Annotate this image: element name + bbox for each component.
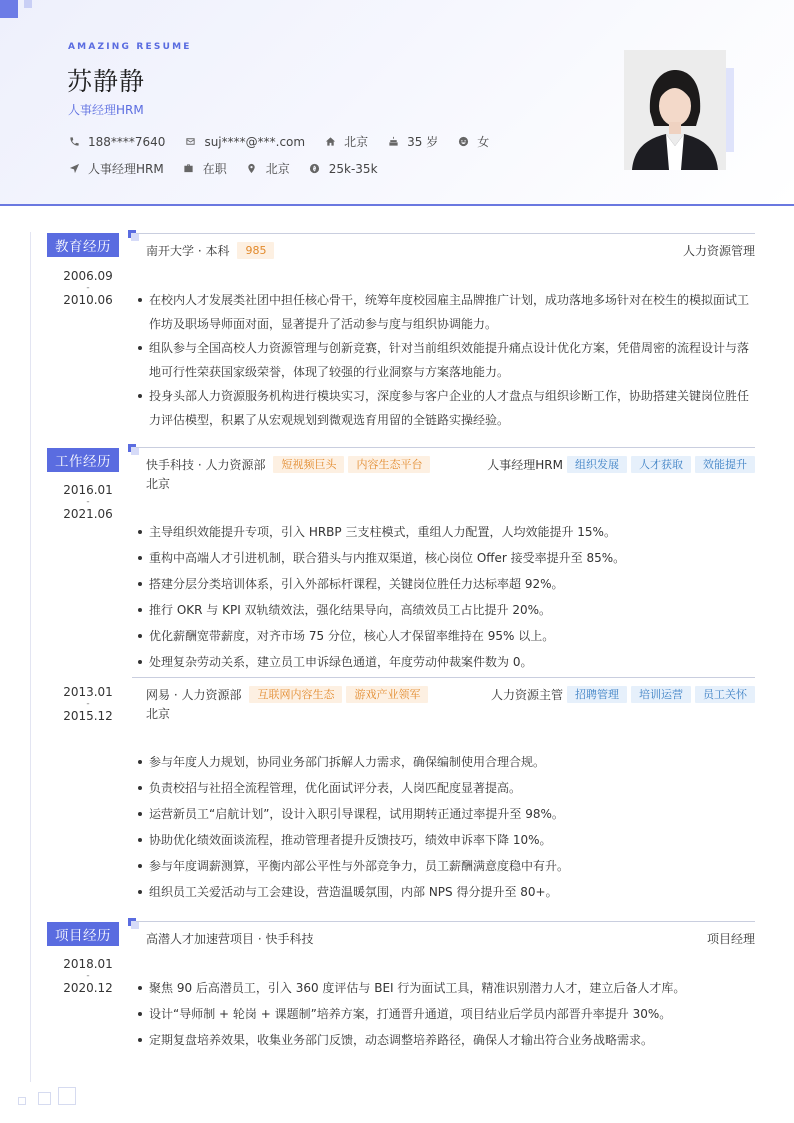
phone-icon xyxy=(68,136,80,148)
list-item: 参与年度调薪测算，平衡内部公平性与外部竞争力，员工薪酬满意度稳中有升。 xyxy=(138,853,755,879)
footer-decoration xyxy=(38,1092,51,1105)
list-item: 处理复杂劳动关系，建立员工申诉绿色通道，年度劳动仲裁案件数为 0。 xyxy=(138,649,755,675)
section-title-work: 工作经历 xyxy=(47,448,119,472)
resume-tagline: AMAZING RESUME xyxy=(68,42,192,52)
section-divider xyxy=(136,447,755,448)
position-tag: 组织发展 xyxy=(567,456,627,473)
list-item: 聚焦 90 后高潜员工，引入 360 度评估与 BEI 行为面试工具，精准识别潜力人才，建立后备人才库。 xyxy=(138,975,755,1001)
intent-city-text: 北京 xyxy=(265,162,290,176)
profile-photo xyxy=(624,50,726,170)
section-marker-shadow xyxy=(131,233,139,241)
coin-icon xyxy=(309,163,321,175)
job-dates xyxy=(60,686,116,722)
email-item xyxy=(184,135,305,149)
list-item: 主导组织效能提升专项，引入 HRBP 三支柱模式，重组人力配置，人均效能提升 15%。 xyxy=(138,519,755,545)
job-bullet-list xyxy=(138,519,755,675)
gender-text: 女 xyxy=(477,135,490,149)
list-item: 运营新员工“启航计划”，设计入职引导课程，试用期转正通过率提升至 98%。 xyxy=(138,801,755,827)
job-intent-row xyxy=(68,160,397,177)
list-item: 推行 OKR 与 KPI 双轨绩效法，强化结果导向，高绩效员工占比提升 20%。 xyxy=(138,597,755,623)
intent-position-text: 人事经理HRM xyxy=(88,162,164,176)
mail-icon xyxy=(184,136,196,148)
entry-divider xyxy=(132,677,755,678)
job-start-date: 2013.01 xyxy=(63,685,113,699)
company-tag: 短视频巨头 xyxy=(273,456,344,473)
salary-text: 25k-35k xyxy=(328,161,378,176)
status-item xyxy=(183,160,227,177)
section-divider xyxy=(136,233,755,234)
corner-decoration xyxy=(0,0,18,18)
company-name: 网易 · 人力资源部 xyxy=(146,688,242,702)
phone-text: 188****7640 xyxy=(88,134,166,149)
intent-position-item xyxy=(68,160,164,177)
education-header xyxy=(146,242,755,259)
briefcase-icon xyxy=(183,163,195,175)
list-item: 定期复盘培养效果，收集业务部门反馈，动态调整培养路径，确保人才输出符合业务战略需求。 xyxy=(138,1027,755,1053)
major-name: 人力资源管理 xyxy=(682,244,755,258)
job-end-date: 2021.06 xyxy=(63,507,113,521)
list-item: 负责校招与社招全流程管理，优化面试评分表，人岗匹配度显著提高。 xyxy=(138,775,755,801)
list-item: 协助优化绩效面谈流程，推动管理者提升反馈技巧，绩效申诉率下降 10%。 xyxy=(138,827,755,853)
list-item: 设计“导师制 + 轮岗 + 课题制”培养方案，打通晋升通道，项目结业后学员内部晋升率提升 30%。 xyxy=(138,1001,755,1027)
candidate-job-title: 人事经理HRM xyxy=(68,103,144,117)
section-marker-shadow xyxy=(131,447,139,455)
position-tag: 人才获取 xyxy=(631,456,691,473)
project-end-date: 2020.12 xyxy=(63,981,113,995)
project-header xyxy=(146,930,755,947)
send-icon xyxy=(68,163,80,175)
section-divider xyxy=(136,921,755,922)
hometown-text: 北京 xyxy=(344,135,369,149)
school-name: 南开大学 · 本科 xyxy=(146,244,230,258)
corner-decoration-small xyxy=(24,0,32,8)
position-name: 人力资源主管 xyxy=(490,688,563,702)
job-location: 北京 xyxy=(146,707,171,721)
face-icon xyxy=(457,136,469,148)
resume-header xyxy=(0,0,794,206)
company-tag: 游戏产业领军 xyxy=(346,686,428,703)
date-separator: - xyxy=(86,283,90,293)
education-dates xyxy=(60,270,116,306)
candidate-name: 苏静静 xyxy=(67,67,146,96)
section-title-education: 教育经历 xyxy=(47,233,119,257)
education-bullet-list xyxy=(138,288,755,432)
phone-item xyxy=(68,135,165,149)
company-tag: 内容生态平台 xyxy=(348,456,430,473)
footer-decoration xyxy=(58,1087,76,1105)
position-tag: 效能提升 xyxy=(695,456,755,473)
list-item: 重构中高端人才引进机制，联合猎头与内推双渠道，核心岗位 Offer 接受率提升至 85%。 xyxy=(138,545,755,571)
education-end-date: 2010.06 xyxy=(63,293,113,307)
job-location: 北京 xyxy=(146,477,171,491)
email-text: suj****@***.com xyxy=(204,134,306,149)
position-tag: 培训运营 xyxy=(631,686,691,703)
age-item xyxy=(387,133,438,150)
education-start-date: 2006.09 xyxy=(63,269,113,283)
job-end-date: 2015.12 xyxy=(63,709,113,723)
home-icon xyxy=(324,136,336,148)
school-tag: 985 xyxy=(237,242,274,259)
job-start-date: 2016.01 xyxy=(63,483,113,497)
list-item: 在校内人才发展类社团中担任核心骨干，统筹年度校园雇主品牌推广计划，成功落地多场针对在校生的模拟面试工作坊及职场导师面对面，显著提升了活动参与度与组织协调能力。 xyxy=(138,288,755,336)
contact-info-row xyxy=(68,133,508,150)
project-start-date: 2018.01 xyxy=(63,957,113,971)
project-role: 项目经理 xyxy=(706,932,755,946)
list-item: 优化薪酬宽带薪度，对齐市场 75 分位，核心人才保留率维持在 95% 以上。 xyxy=(138,623,755,649)
position-tag: 招聘管理 xyxy=(567,686,627,703)
gender-item xyxy=(457,133,489,150)
intent-city-item xyxy=(246,160,290,177)
list-item: 投身头部人力资源服务机构进行模块实习，深度参与客户企业的人才盘点与组织诊断工作，协助搭建关键岗位胜任力评估模型，积累了从宏观规划到微观选育用留的全链路实操经验。 xyxy=(138,384,755,432)
position-tag: 员工关怀 xyxy=(695,686,755,703)
job-bullet-list xyxy=(138,749,755,905)
position-name: 人事经理HRM xyxy=(487,458,563,472)
job-dates xyxy=(60,484,116,520)
list-item: 组队参与全国高校人力资源管理与创新竞赛，针对当前组织效能提升痛点设计优化方案，凭借周密的流程设计与落地可行性荣获国家级荣誉，体现了较强的行业洞察与方案落地能力。 xyxy=(138,336,755,384)
project-name: 高潜人才加速营项目 · 快手科技 xyxy=(146,932,314,946)
date-separator: - xyxy=(86,699,90,709)
timeline-line xyxy=(30,232,31,1082)
job-header xyxy=(146,686,755,703)
list-item: 组织员工关爱活动与工会建设，营造温暖氛围，内部 NPS 得分提升至 80+。 xyxy=(138,879,755,905)
section-marker-shadow xyxy=(131,921,139,929)
company-tag: 互联网内容生态 xyxy=(249,686,342,703)
job-header xyxy=(146,456,755,473)
status-text: 在职 xyxy=(202,162,227,176)
list-item: 参与年度人力规划，协同业务部门拆解人力需求，确保编制使用合理合规。 xyxy=(138,749,755,775)
list-item: 搭建分层分类培训体系，引入外部标杆课程，关键岗位胜任力达标率超 92%。 xyxy=(138,571,755,597)
age-text: 35 岁 xyxy=(407,135,439,149)
footer-decoration xyxy=(18,1097,26,1105)
date-separator: - xyxy=(86,497,90,507)
location-pin-icon xyxy=(246,163,258,175)
project-dates xyxy=(60,958,116,994)
salary-item xyxy=(309,162,378,176)
section-title-project: 项目经历 xyxy=(47,922,119,946)
cake-icon xyxy=(387,136,399,148)
hometown-item xyxy=(324,133,368,150)
date-separator: - xyxy=(86,971,90,981)
company-name: 快手科技 · 人力资源部 xyxy=(146,458,266,472)
project-bullet-list xyxy=(138,975,755,1053)
